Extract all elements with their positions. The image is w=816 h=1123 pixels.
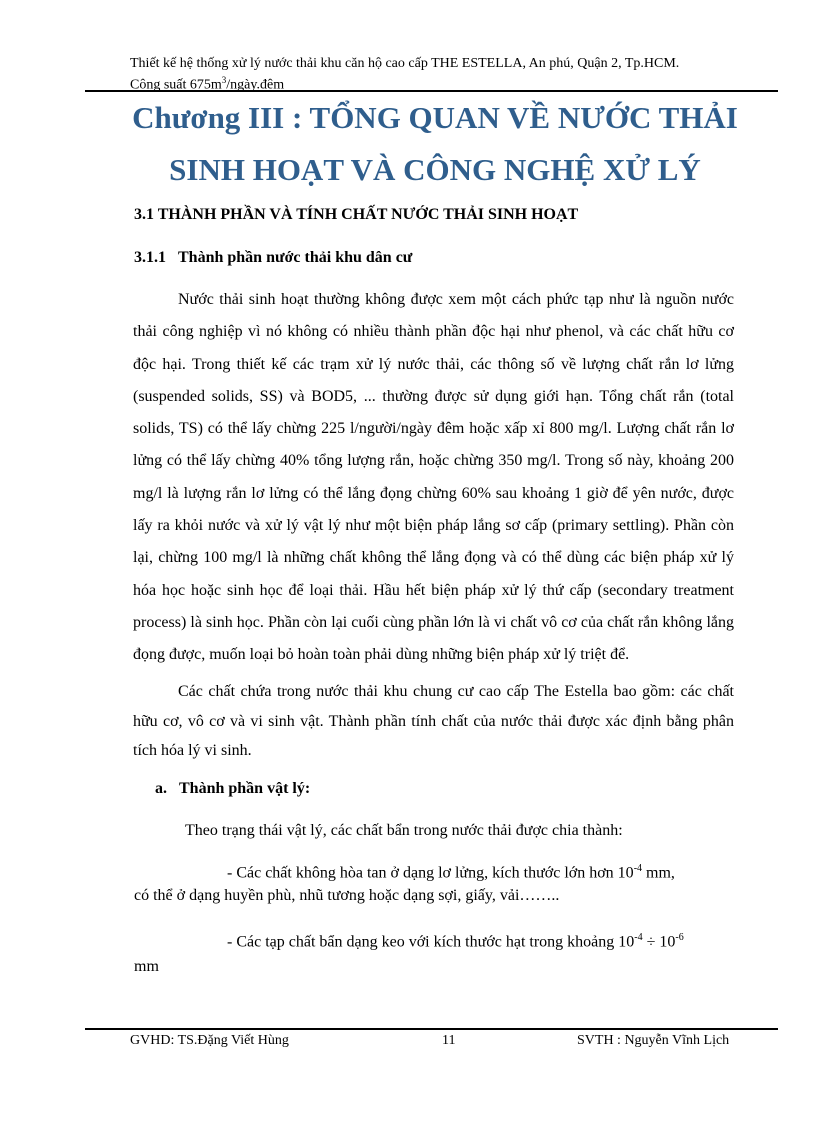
footer-supervisor: GVHD: TS.Đặng Viết Hùng [130, 1033, 289, 1048]
list-item-suspended [227, 859, 675, 883]
range-separator: ÷ 10 [642, 933, 676, 951]
physical-composition-heading [155, 780, 310, 798]
subsection-number: 3.1.1 [134, 249, 166, 266]
exponent: -6 [675, 932, 684, 943]
classification-intro: Theo trạng thái vật lý, các chất bẩn trong nước thải được chia thành: [185, 822, 623, 839]
header-unit: /ngày.đêm [226, 77, 285, 93]
list-item-text: - Các tạp chất bẩn dạng keo với kích thước hạt trong khoảng 10 [227, 933, 635, 951]
footer-student: SVTH : Nguyễn Vĩnh Lịch [577, 1033, 730, 1048]
list-item-text: - Các chất không hòa tan ở dạng lơ lửng, kích thước lớn hơn 10 [227, 864, 634, 882]
list-item-colloidal [227, 928, 684, 952]
list-item-suspended-continued: có thể ở dạng huyền phù, nhũ tương hoặc dạng sợi, giấy, vải…….. [134, 887, 560, 904]
paragraph-1 [133, 284, 734, 672]
list-item-unit: mm, [642, 864, 675, 882]
exponent: -4 [634, 932, 643, 943]
header-superscript: 3 [221, 75, 227, 85]
chapter-title-line-1: Chương III : TỔNG QUAN VỀ NƯỚC THẢI [132, 100, 738, 135]
paragraph-2-text: Các chất chứa trong nước thải khu chung cư cao cấp The Estella bao gồm: các chất hữu cơ, vô cơ và vi sinh vật. Thành phần tính chất của nước thải được xác định bằng phân tích hóa lý vi sinh. [133, 683, 734, 759]
header-capacity: Công suất 675m [130, 77, 222, 93]
page-number: 11 [442, 1033, 456, 1048]
header-line-1: Thiết kế hệ thống xử lý nước thải khu căn hộ cao cấp THE ESTELLA, An phú, Quận 2, Tp.HCM. [130, 56, 680, 71]
exponent: -4 [633, 863, 643, 874]
paragraph-1-text: Nước thải sinh hoạt thường không được xem một cách phức tạp như là nguồn nước thải công nghiệp vì nó không có nhiều thành phần độc hại như phenol, và các chất hữu cơ độc hại. Trong thiết kế các trạm xử lý nước thải, các thông số về lượng chất rắn lơ lửng (suspended solids, SS) và BOD5, ... thường được sử dụng giới hạn. Tổng chất rắn (total solids, TS) có thể lấy chừng 225 l/người/ngày đêm hoặc xấp xỉ 800 mg/l. Lượng chất rắn lơ lửng có thể lấy chừng 40% tổng lượng rắn, hoặc chừng 350 mg/l. Trong số này, khoảng 200 mg/l là lượng rắn lơ lửng có thể lắng đọng chừng 60% sau khoảng 1 giờ để yên nước, được lấy ra khỏi nước và xử lý vật lý như một biện pháp lắng sơ cấp (primary settling). Phần còn lại, chừng 100 mg/l là những chất không thể lắng đọng và có thể dùng các biện pháp xử lý hóa học hoặc sinh học để loại thải. Hầu hết biện pháp xử lý thứ cấp (secondary treatment process) là sinh học. Phần còn lại cuối cùng phần lớn là vi chất vô cơ của chất rắn không lắng đọng được, muốn loại bỏ hoàn toàn phải dùng những biện pháp xử lý triệt để. [133, 291, 734, 664]
paragraph-2 [133, 677, 734, 766]
subsection-title: Thành phần nước thải khu dân cư [178, 249, 413, 266]
list-item-colloidal-continued: mm [134, 958, 159, 975]
running-header [130, 56, 750, 94]
chapter-title-line-2: SINH HOẠT VÀ CÔNG NGHỆ XỬ LÝ [169, 152, 701, 187]
footer-divider [85, 1028, 778, 1030]
chapter-title [100, 92, 770, 196]
heading-title: Thành phần vật lý: [179, 780, 311, 797]
section-heading: 3.1 THÀNH PHẦN VÀ TÍNH CHẤT NƯỚC THẢI SINH HOẠT [134, 206, 579, 223]
heading-letter: a. [155, 780, 167, 797]
subsection-heading [134, 249, 412, 267]
